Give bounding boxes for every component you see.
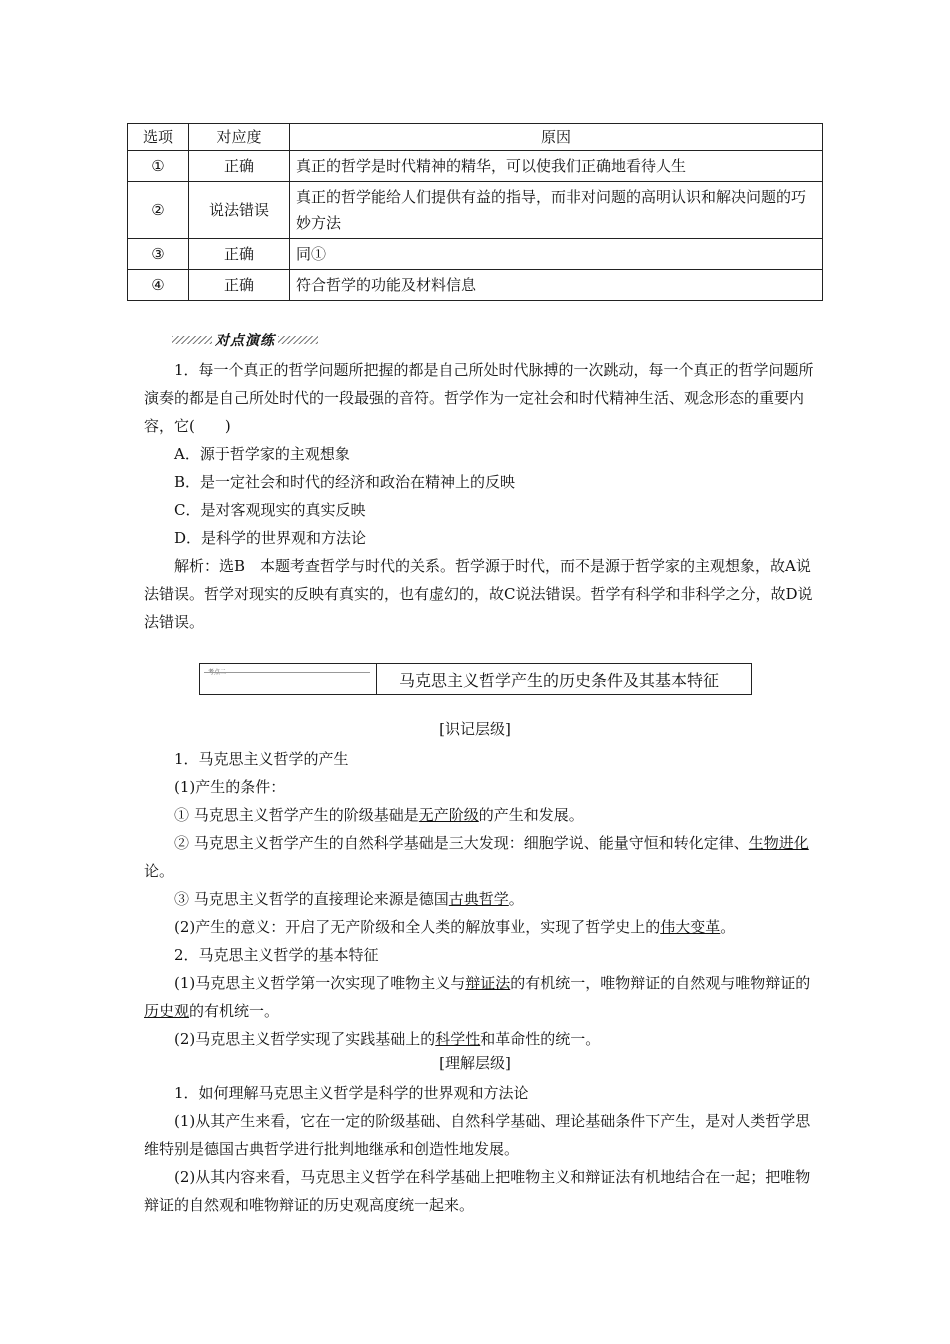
- answer-blank: 辩证法: [465, 974, 511, 992]
- answer-blank: 科学性: [435, 1030, 481, 1048]
- cell-judgement: 说法错误: [189, 182, 290, 239]
- answer-blank: 历史观: [144, 1002, 190, 1020]
- cell-option: ②: [128, 182, 189, 239]
- understand-block: [144, 1079, 824, 1219]
- table-row: [128, 239, 823, 270]
- memory-heading-2: 2．马克思主义哲学的基本特征: [174, 946, 379, 964]
- table-row: [128, 151, 823, 182]
- cell-reason: 同①: [290, 239, 823, 270]
- practice-block: [144, 356, 824, 636]
- cell-judgement: 正确: [189, 270, 290, 301]
- answer-blank: 无产阶级: [418, 806, 479, 824]
- significance: (2)产生的意义：开启了无产阶级和全人类的解放事业，实现了哲学史上的伟大变革。: [174, 918, 736, 936]
- tag-rule: [204, 672, 370, 673]
- feature-2: (2)马克思主义哲学实现了实践基础上的科学性和革命性的统一。: [174, 1030, 601, 1048]
- understand-level-label: [理解层级]: [439, 1054, 511, 1072]
- answer-blank: 生物进化: [748, 834, 809, 852]
- option-b: B．是一定社会和时代的经济和政治在精神上的反映: [174, 473, 516, 491]
- cell-option: ④: [128, 270, 189, 301]
- header-judgement: 对应度: [189, 124, 290, 151]
- condition-2: ② 马克思主义哲学产生的自然科学基础是三大发现：细胞学说、能量守恒和转化定律、生物进化论。: [144, 834, 809, 880]
- feature-1: (1)马克思主义哲学第一次实现了唯物主义与辩证法的有机统一，唯物辩证的自然观与唯物辩证的历史观的有机统一。: [144, 974, 811, 1020]
- question-text: 1．每一个真正的哲学问题所把握的都是自己所处时代脉搏的一次跳动，每一个真正的哲学问题所演奏的都是自己所处时代的一段最强的音符。哲学作为一定社会和时代精神生活、观念形态的重要内容，它( ): [144, 361, 814, 435]
- options-table: [127, 123, 823, 301]
- table-header-row: [128, 124, 823, 151]
- memory-block: [144, 745, 824, 1053]
- header-option: 选项: [128, 124, 189, 151]
- practice-heading: [172, 331, 322, 349]
- answer-blank: 伟大变革: [660, 918, 721, 936]
- cell-judgement: 正确: [189, 151, 290, 182]
- condition-3: ③ 马克思主义哲学的直接理论来源是德国古典哲学。: [174, 890, 524, 908]
- analysis-text: 解析：选B 本题考查哲学与时代的关系。哲学源于时代，而不是源于哲学家的主观想象，故A说法错误。哲学对现实的反映有真实的，也有虚幻的，故C说法错误。哲学有科学和非科学之分，故D说法错误。: [144, 557, 813, 631]
- cell-reason: 符合哲学的功能及材料信息: [290, 270, 823, 301]
- understand-heading-1: 1．如何理解马克思主义哲学是科学的世界观和方法论: [174, 1084, 529, 1102]
- section-tag: 考点二: [208, 669, 227, 676]
- understand-para-1: (1)从其产生来看，它在一定的阶级基础、自然科学基础、理论基础条件下产生，是对人类哲学思维特别是德国古典哲学进行批判地继承和创造性地发展。: [144, 1112, 811, 1158]
- understand-para-2: (2)从其内容来看，马克思主义哲学在科学基础上把唯物主义和辩证法有机地结合在一起；把唯物辩证的自然观和唯物辩证的历史观高度统一起来。: [144, 1168, 811, 1214]
- hatch-decoration: [278, 336, 318, 344]
- memory-level-label: [识记层级]: [439, 720, 511, 738]
- cell-reason: 真正的哲学能给人们提供有益的指导，而非对问题的高明认识和解决问题的巧妙方法: [290, 182, 823, 239]
- banner-tag-box: [200, 664, 377, 694]
- option-c: C．是对客观现实的真实反映: [174, 501, 366, 519]
- hatch-decoration: [172, 336, 212, 344]
- memory-heading-1: 1．马克思主义哲学的产生: [174, 750, 349, 768]
- cell-option: ①: [128, 151, 189, 182]
- cell-reason: 真正的哲学是时代精神的精华，可以使我们正确地看待人生: [290, 151, 823, 182]
- option-a: A．源于哲学家的主观想象: [174, 445, 350, 463]
- condition-1: ① 马克思主义哲学产生的阶级基础是无产阶级的产生和发展。: [174, 806, 584, 824]
- table-row: [128, 182, 823, 239]
- header-reason: 原因: [290, 124, 823, 151]
- option-d: D．是科学的世界观和方法论: [174, 529, 367, 547]
- section-title: 马克思主义哲学产生的历史条件及其基本特征: [399, 670, 720, 690]
- answer-blank: 古典哲学: [448, 890, 509, 908]
- cell-judgement: 正确: [189, 239, 290, 270]
- practice-title: 对点演练: [215, 333, 275, 349]
- memory-sub-1: (1)产生的条件：: [174, 778, 286, 796]
- table-row: [128, 270, 823, 301]
- section-banner: [199, 663, 752, 695]
- cell-option: ③: [128, 239, 189, 270]
